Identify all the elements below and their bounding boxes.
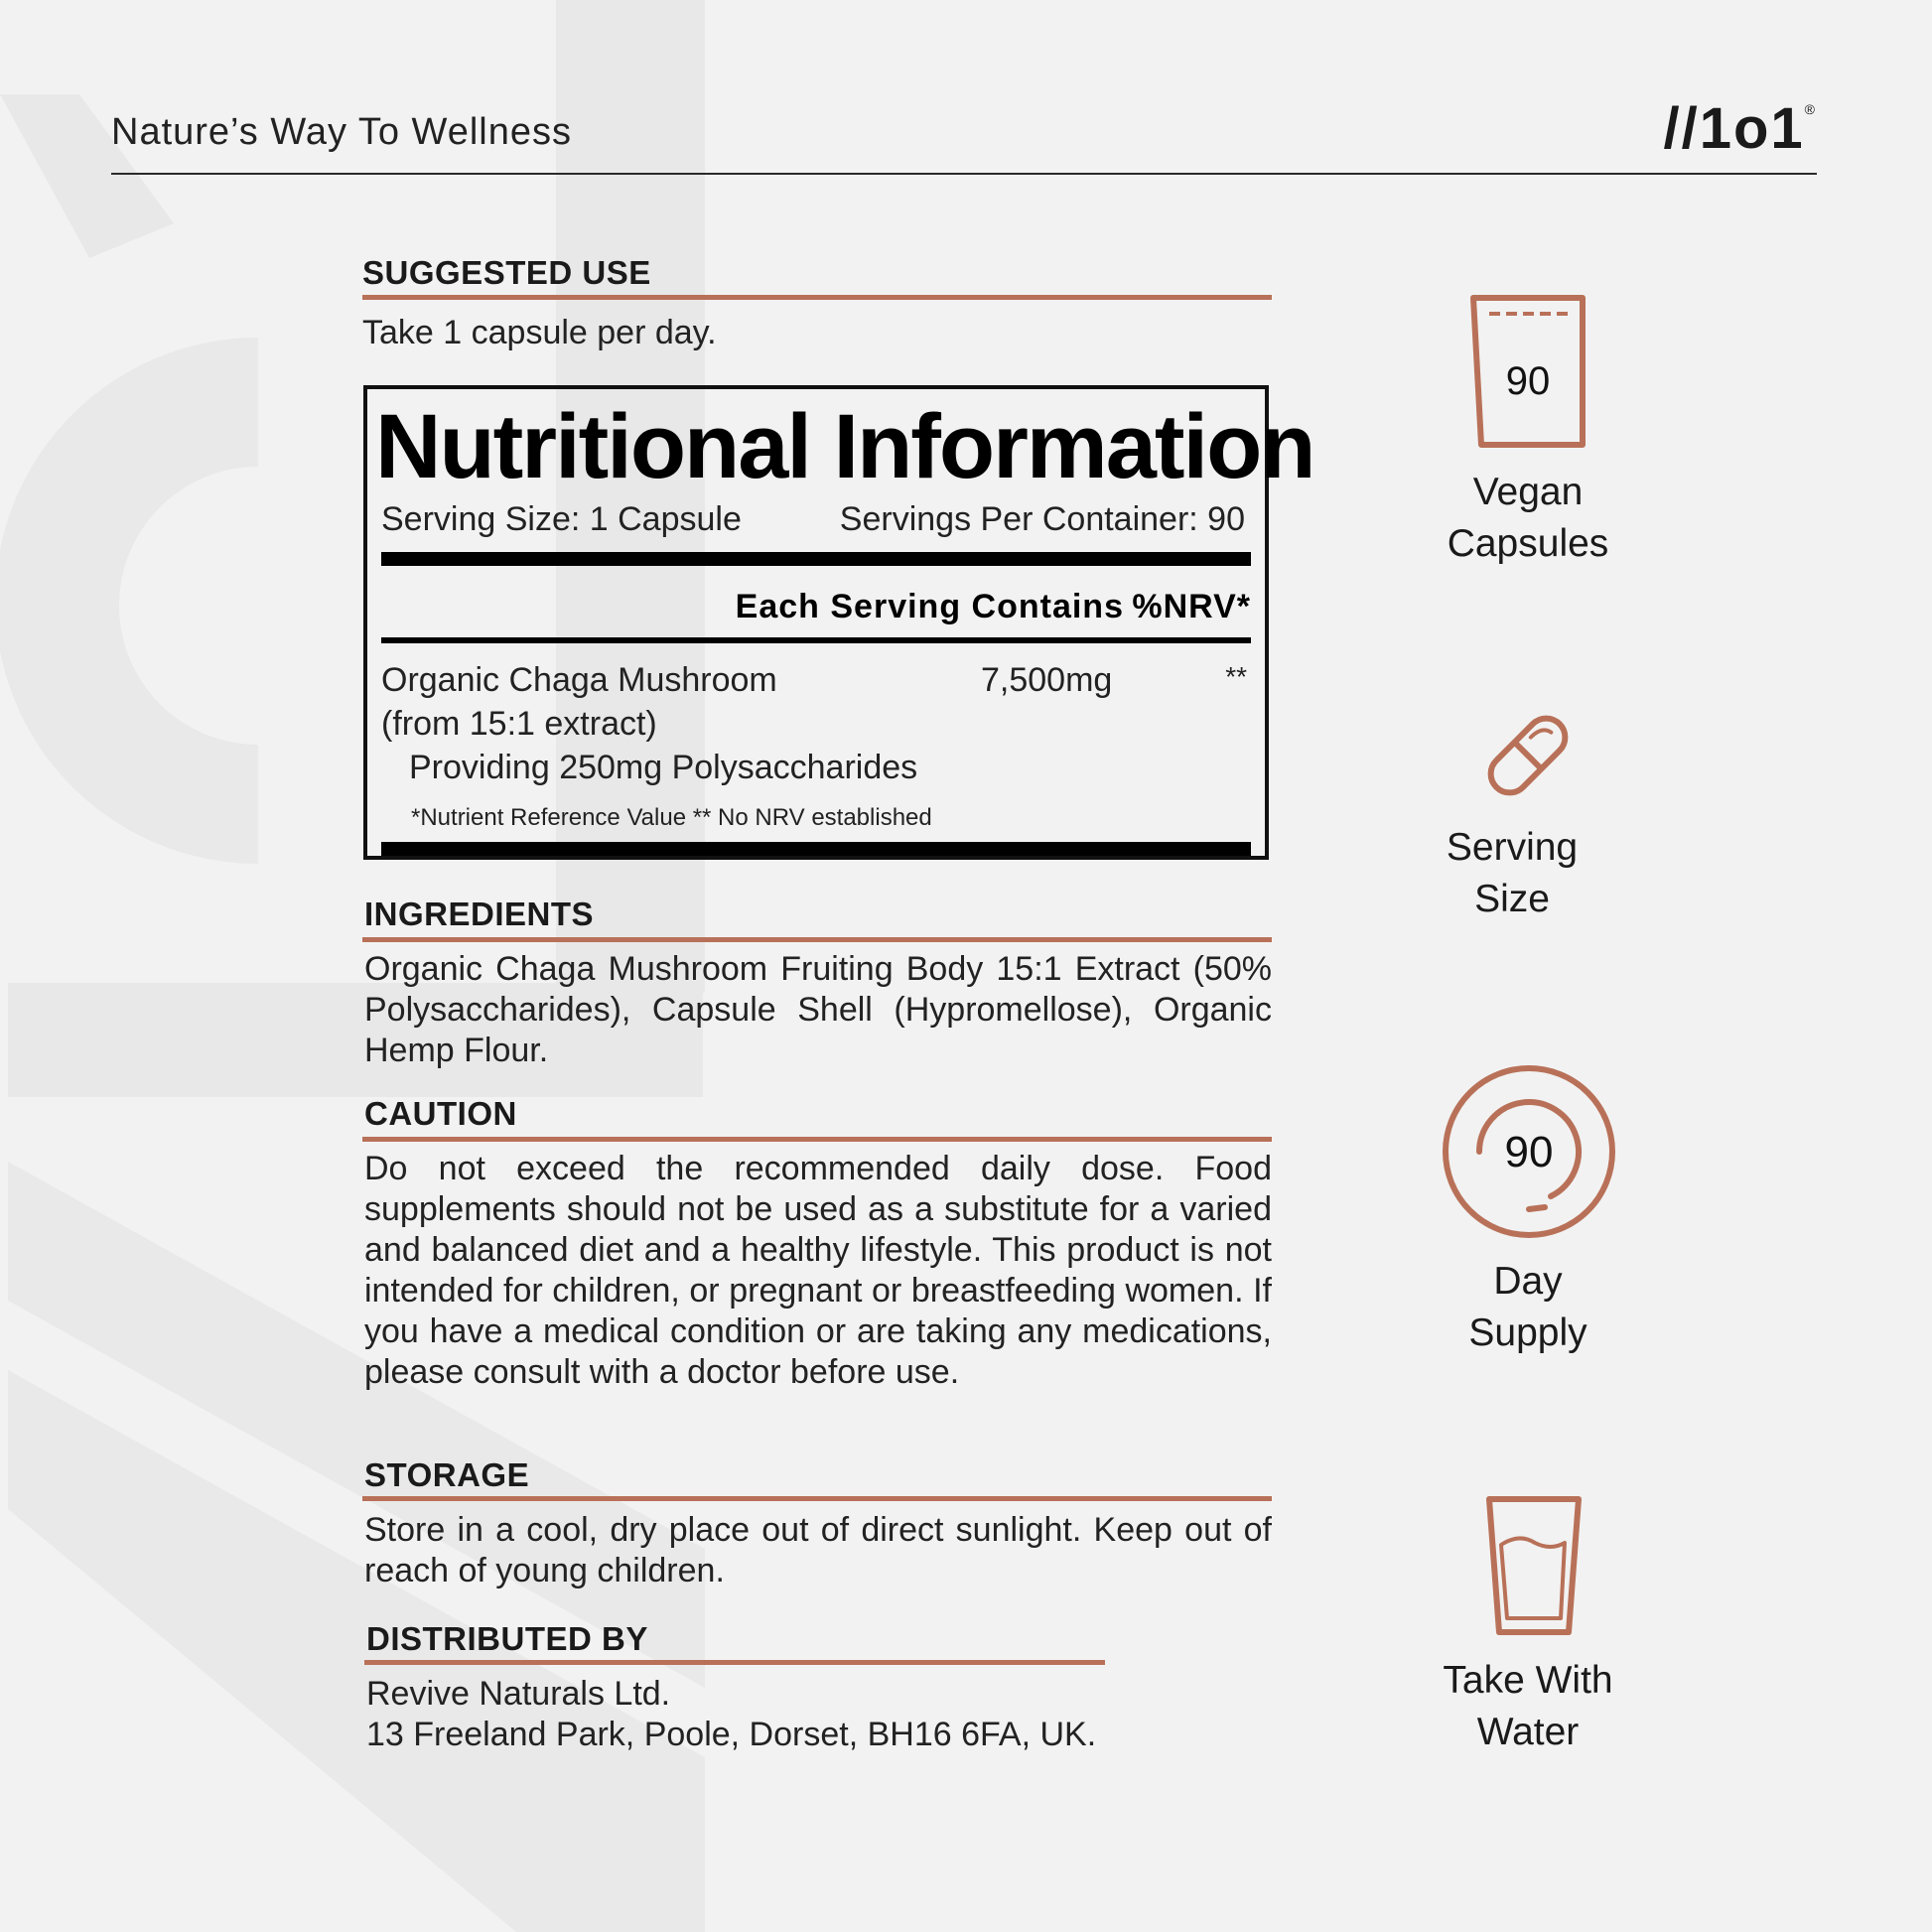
nutrition-divider (381, 637, 1251, 643)
servings-per-container: Servings Per Container: 90 (839, 500, 1245, 538)
distributor-address: 13 Freeland Park, Poole, Dorset, BH16 6FA, UK. (366, 1716, 1097, 1753)
serving-label-line1: Serving (1446, 826, 1579, 869)
ingredients-rule (362, 937, 1272, 942)
water-glass-icon (1485, 1495, 1583, 1638)
polysaccharides-line: Providing 250mg Polysaccharides (409, 749, 918, 786)
water-label-line1: Take With (1443, 1659, 1613, 1702)
ingredients-title: INGREDIENTS (364, 896, 595, 932)
distributed-by-title: DISTRIBUTED BY (366, 1620, 648, 1657)
day-label-line1: Day (1493, 1260, 1563, 1303)
vegan-capsules-label (1399, 467, 1657, 570)
nrv-footnote: *Nutrient Reference Value ** No NRV established (411, 804, 932, 831)
registered-mark: ® (1804, 101, 1817, 117)
ingredient-name: Organic Chaga Mushroom (381, 661, 777, 699)
suggested-use-title: SUGGESTED USE (362, 254, 651, 291)
nutrition-title: Nutritional Information (375, 396, 1314, 497)
take-with-water-label (1399, 1655, 1657, 1758)
serving-size-label (1383, 822, 1641, 925)
nutrition-panel (363, 385, 1314, 860)
serving-label-line2: Size (1474, 878, 1550, 920)
day-count: 90 (1504, 1128, 1554, 1176)
suggested-use-rule (362, 295, 1272, 300)
ingredient-nrv: ** (1225, 661, 1247, 692)
vegan-label-line2: Capsules (1447, 522, 1609, 565)
vegan-label-line1: Vegan (1472, 471, 1584, 513)
ingredient-amount: 7,500mg (981, 661, 1113, 699)
header-divider (111, 173, 1817, 175)
capsule-icon (1475, 703, 1581, 808)
day-label-line2: Supply (1468, 1311, 1587, 1354)
distributor-name: Revive Naturals Ltd. (366, 1675, 671, 1713)
suggested-use-text: Take 1 capsule per day. (362, 314, 717, 351)
storage-text: Store in a cool, dry place out of direct sunlight. Keep out of reach of young children. (364, 1511, 1272, 1589)
water-label-line2: Water (1476, 1711, 1580, 1753)
storage-title: STORAGE (364, 1456, 530, 1493)
each-serving-header: Each Serving Contains (735, 588, 1124, 625)
caution-title: CAUTION (364, 1095, 517, 1132)
caution-text: Do not exceed the recommended daily dose. Food supplements should not be used as a substitute for a varied and balanced diet and a healthy lifestyle. This product is not intended for children, or pregnant or breastfeeding women. If you have a medical condition or are taking any medications, please consult with a doctor before use. (364, 1150, 1272, 1391)
brand-logo (1664, 95, 1818, 162)
distributed-by-rule (364, 1660, 1105, 1665)
ingredient-source: (from 15:1 extract) (381, 705, 657, 743)
storage-rule (362, 1496, 1272, 1501)
capsule-count: 90 (1505, 359, 1551, 403)
logo-text: //1o1 (1663, 96, 1805, 161)
day-supply-label (1399, 1256, 1657, 1359)
nrv-header: %NRV* (1132, 588, 1251, 625)
nutrition-divider-thick (381, 552, 1251, 566)
caution-rule (362, 1137, 1272, 1142)
brand-tagline: Nature’s Way To Wellness (111, 111, 572, 153)
nutrition-divider-bottom (381, 842, 1251, 856)
ingredients-text: Organic Chaga Mushroom Fruiting Body 15:1 Extract (50% Polysaccharides), Capsule Shell (Hypromellose), Organic Hemp Flour. (364, 950, 1272, 1069)
serving-size: Serving Size: 1 Capsule (381, 500, 742, 538)
